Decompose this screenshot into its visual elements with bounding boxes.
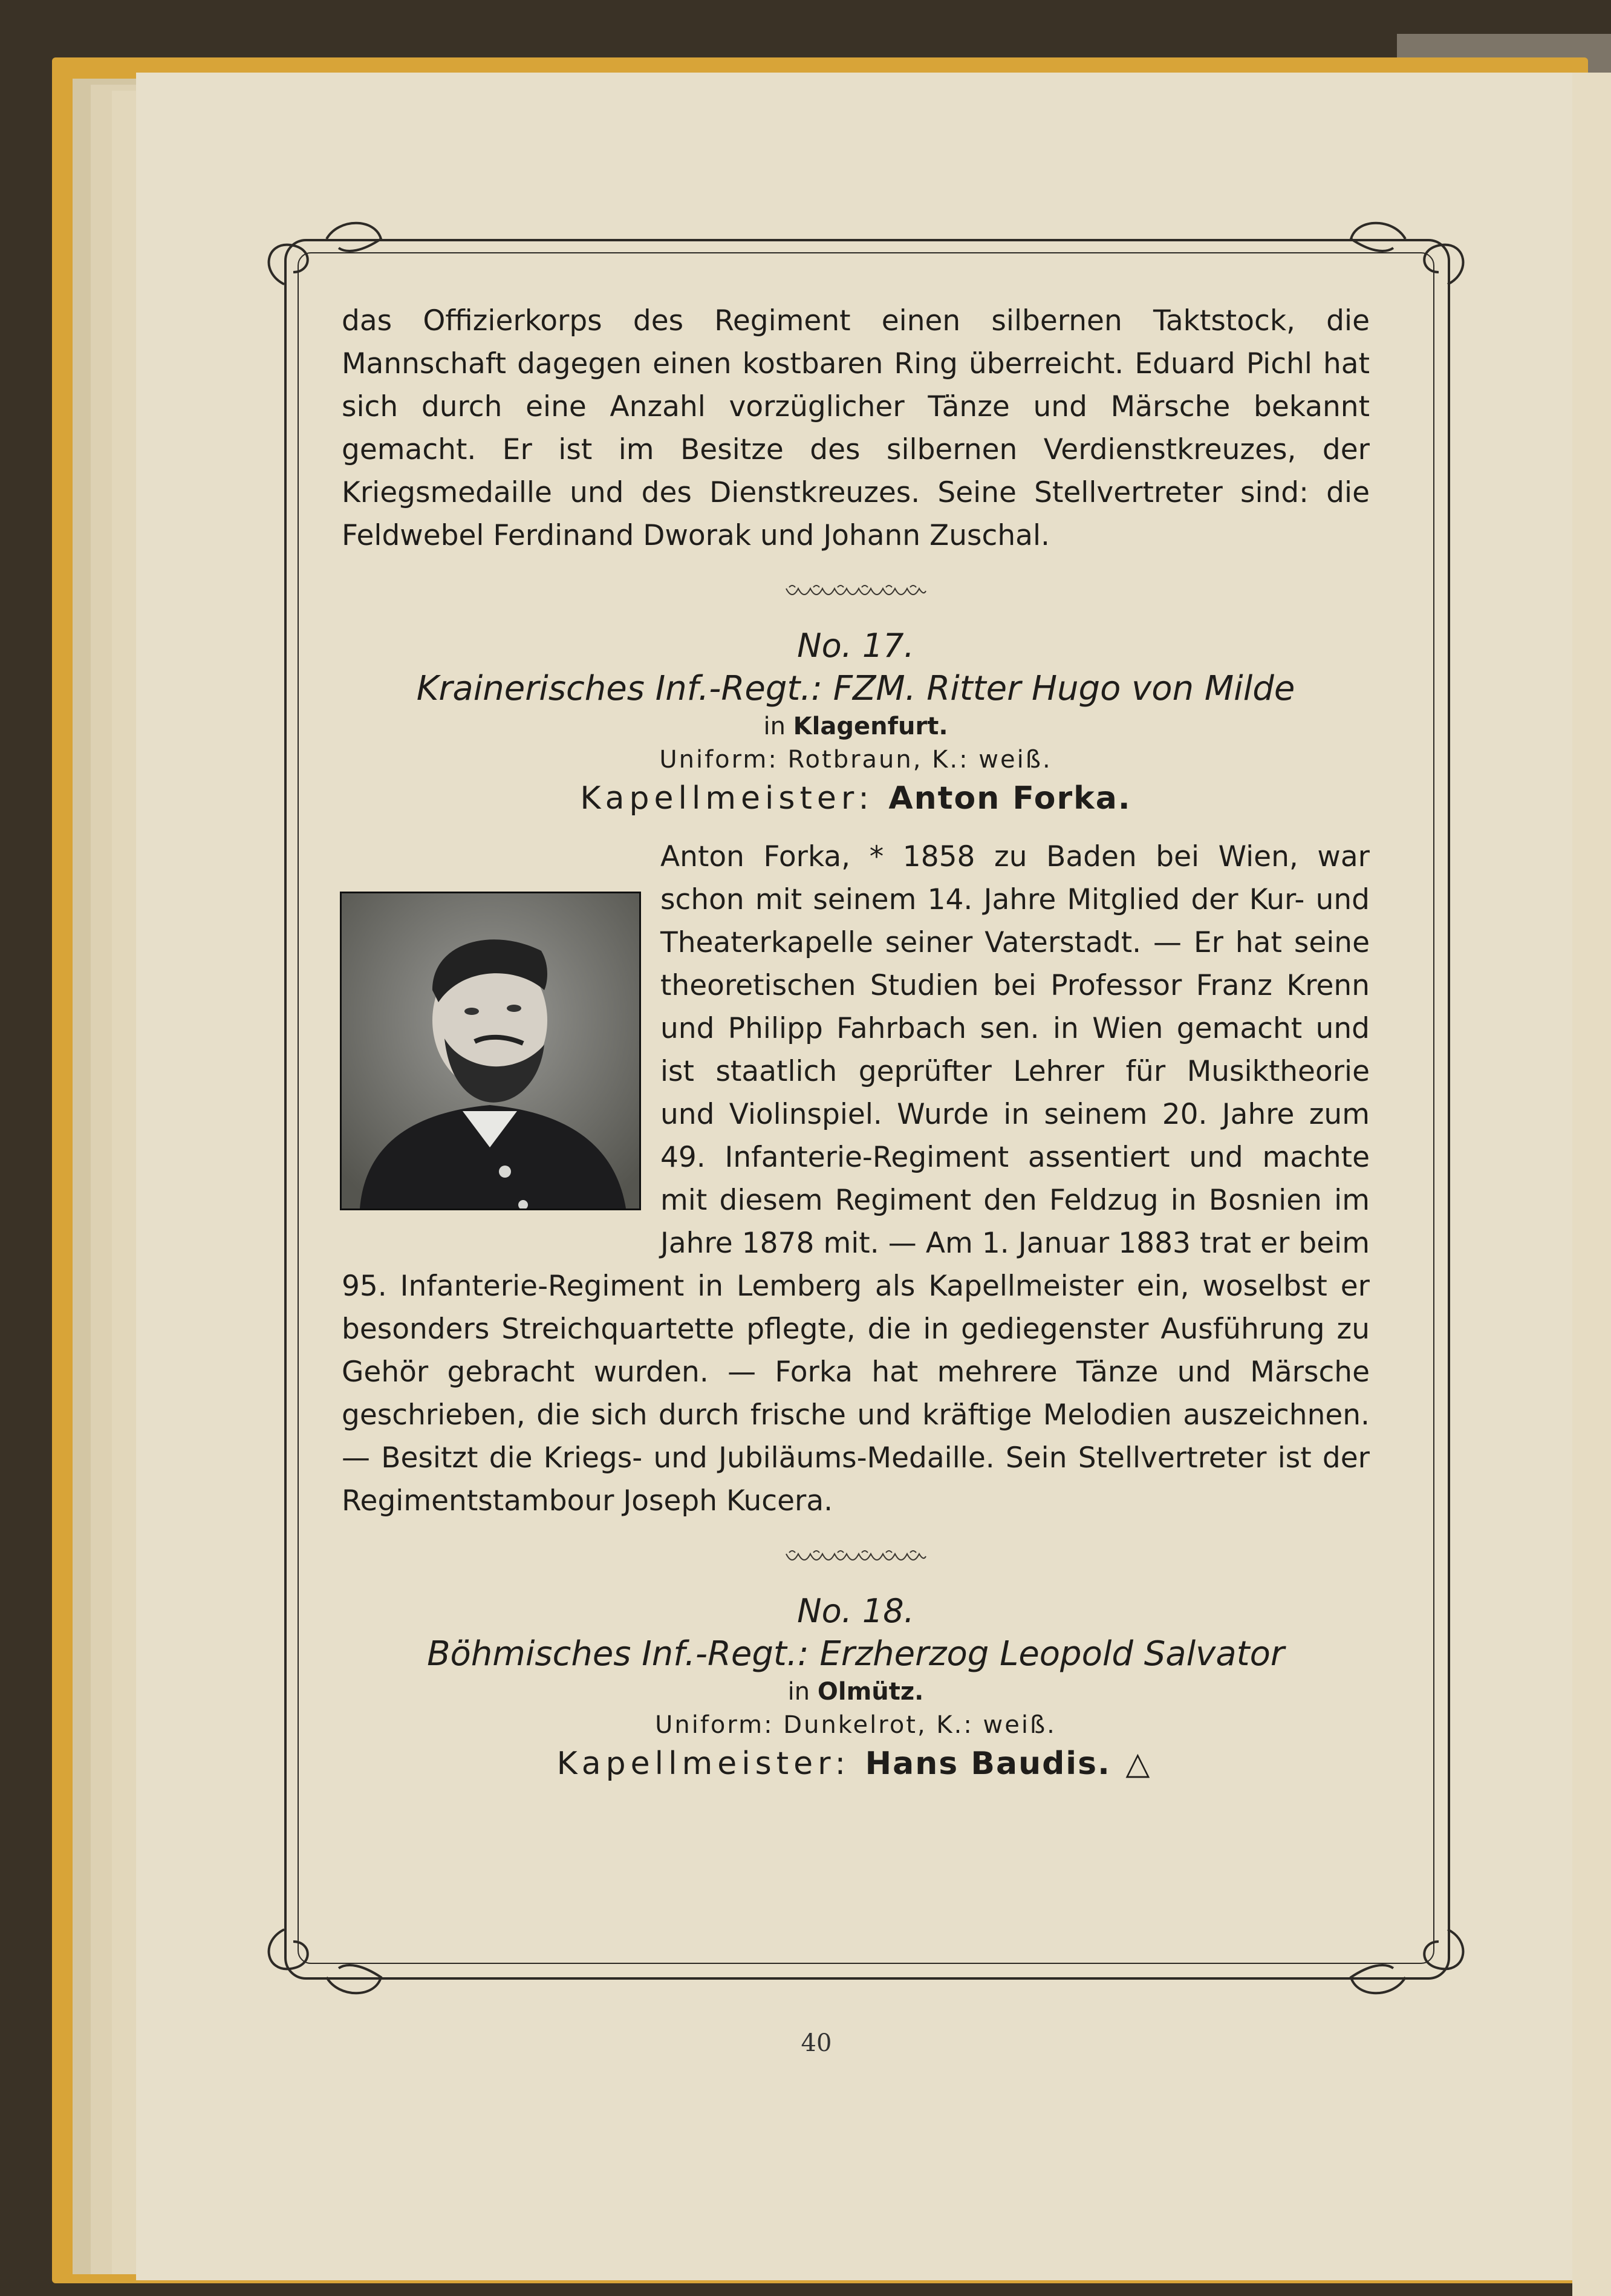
kapellmeister-label: Kapellmeister: [580, 780, 874, 817]
entry-number: No. 17. [797, 627, 914, 665]
biography-block [342, 835, 1370, 1522]
section-divider-ornament [342, 576, 1370, 608]
portrait-photo [340, 892, 641, 1210]
regiment-title: Böhmisches Inf.-Regt.: Erzherzog Leopold Salvator [427, 1634, 1284, 1674]
city-prefix: in [787, 1678, 810, 1706]
corner-scroll-top-right [1351, 223, 1463, 284]
city-name: Klagenfurt. [793, 713, 948, 740]
kapellmeister-label: Kapellmeister: [556, 1746, 851, 1782]
uniform-line: Uniform: Rotbraun, K.: weiß. [659, 746, 1052, 774]
page-content [342, 299, 1370, 1785]
city-prefix: in [763, 713, 786, 740]
garrison-city [342, 711, 1370, 742]
intro-paragraph: das Offizierkorps des Regiment einen silbernen Taktstock, die Mannschaft dagegen einen kostbaren Ring überreicht. Eduard Pichl hat sich durch eine Anzahl vorzüglicher Tänze und Märsche bekannt gemacht. Er ist im Besitze des silbernen Verdienstkreuzes, der Kriegsmedaille und des Dienstkreuzes. Seine Stellvertreter sind: die Feldwebel Ferdinand Dworak und Johann Zuschal. [342, 304, 1370, 552]
corner-scroll-bottom-right [1351, 1929, 1463, 1993]
uniform-line: Uniform: Dunkelrot, K.: weiß. [655, 1711, 1056, 1739]
corner-scroll-top-left [269, 223, 381, 284]
garrison-city [342, 1676, 1370, 1707]
city-name: Olmütz. [817, 1678, 924, 1706]
regiment-title: Krainerisches Inf.-Regt.: FZM. Ritter Hugo von Milde [416, 669, 1295, 708]
entry-number: No. 18. [797, 1592, 914, 1630]
section-divider-ornament [342, 1542, 1370, 1573]
kapellmeister-line [342, 777, 1370, 820]
triangle-marker-icon: △ [1125, 1746, 1155, 1782]
portrait-illustration [342, 893, 639, 1208]
vine-ornament-icon [783, 582, 928, 604]
kapellmeister-name: Anton Forka. [888, 780, 1131, 817]
vine-ornament-icon [783, 1548, 928, 1570]
biography-text: Anton Forka, * 1858 zu Baden bei Wien, war schon mit seinem 14. Jahre Mitglied der Kur- und Theaterkapelle seiner Vaterstadt. — Er hat seine theoretischen Studien bei Professor Franz Krenn und Philipp Fahrbach sen. in Wien gemacht und ist staatlich geprüfter Lehrer für Musiktheorie und Violinspiel. Wurde in seinem 20. Jahre zum 49. Infanterie-Regiment assentiert und machte mit diesem Regiment den Feldzug in Bosnien im Jahre 1878 mit. — Am 1. Januar 1883 trat er beim 95. Infanterie-Regiment in Lemberg als Kapellmeister ein, woselbst er besonders Streichquartette pflegte, die in gediegenster Ausführung zu Gehör gebracht wurden. — Forka hat mehrere Tänze und Märsche geschrieben, die sich durch frische und kräftige Melodien auszeichnen. — Besitzt die Kriegs- und Jubiläums-Medaille. Sein Stellvertreter ist der Regimentstambour Joseph Kucera. [342, 840, 1370, 1518]
page-number: 40 [801, 2029, 832, 2057]
kapellmeister-line [342, 1743, 1370, 1785]
corner-scroll-bottom-left [269, 1929, 381, 1993]
kapellmeister-name: Hans Baudis. [865, 1746, 1111, 1782]
